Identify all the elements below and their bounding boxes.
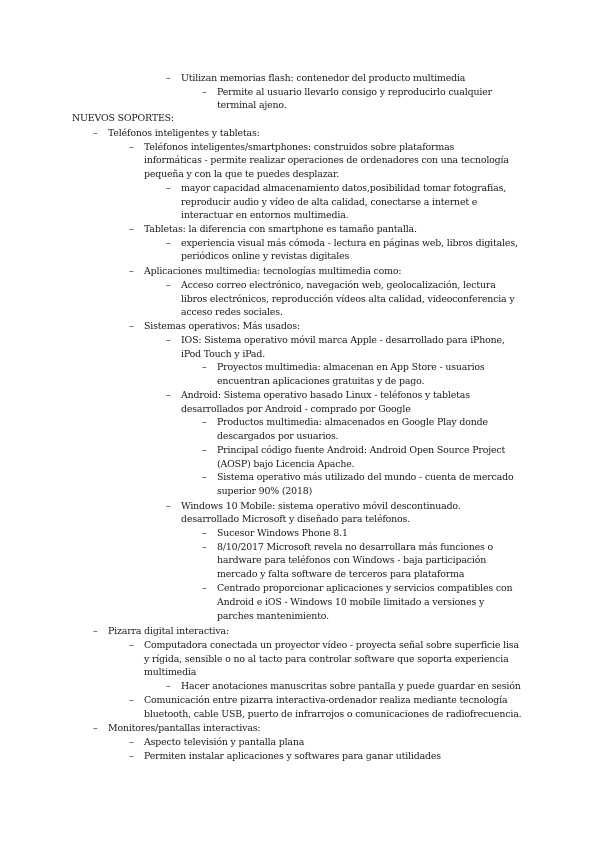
list-item-text: Proyectos multimedia: almacenan en App Store - usuarios bbox=[217, 362, 485, 373]
list-item-text: Aplicaciones multimedia: tecnologías multimedia como: bbox=[144, 266, 402, 277]
list-bullet-dash: – bbox=[166, 390, 171, 401]
list-item-text: Computadora conectada un proyector vídeo - proyecta señal sobre superficie lisa bbox=[144, 640, 519, 651]
list-bullet-dash: – bbox=[202, 445, 207, 456]
list-item-text: Teléfonos inteligentes/smartphones: construidos sobre plataformas bbox=[144, 142, 455, 153]
list-item-text: iPod Touch y iPad. bbox=[181, 349, 266, 360]
list-item-text: Sistema operativo más utilizado del mundo - cuenta de mercado bbox=[217, 472, 514, 483]
list-item-text: Android e iOS - Windows 10 mobile limitado a versiones y bbox=[217, 597, 485, 608]
list-item-text: Monitores/pantallas interactivas: bbox=[108, 723, 261, 734]
list-bullet-dash: – bbox=[202, 417, 207, 428]
list-bullet-dash: – bbox=[93, 128, 98, 139]
list-item-text: y rígida, sensible o no al tacto para controlar software que soporta experiencia bbox=[144, 654, 509, 665]
list-item-text: mercado y falta software de terceros para plataforma bbox=[217, 569, 465, 580]
list-item-text: bluetooth, cable USB, puerto de infrarrojos o comunicaciones de radiofrecuencia. bbox=[144, 709, 522, 720]
list-bullet-dash: – bbox=[93, 626, 98, 637]
list-item-text: Comunicación entre pizarra interactiva-ordenador realiza mediante tecnología bbox=[144, 695, 508, 706]
list-item-text: 8/10/2017 Microsoft revela no desarrollara más funciones o bbox=[217, 542, 494, 553]
list-item-text: desarrollados por Android - comprado por Google bbox=[181, 404, 411, 415]
list-item-text: acceso redes sociales. bbox=[181, 307, 283, 318]
list-item-text: Sistemas operativos: Más usados: bbox=[144, 321, 300, 332]
list-bullet-dash: – bbox=[129, 640, 134, 651]
list-bullet-dash: – bbox=[129, 266, 134, 277]
list-bullet-dash: – bbox=[202, 362, 207, 373]
list-item-text: parches mantenimiento. bbox=[217, 611, 329, 622]
list-bullet-dash: – bbox=[202, 528, 207, 539]
list-item-text: descargados por usuarios. bbox=[217, 431, 339, 442]
list-item-text: superior 90% (2018) bbox=[217, 486, 313, 497]
list-item-text: Teléfonos inteligentes y tabletas: bbox=[108, 128, 260, 139]
list-bullet-dash: – bbox=[166, 501, 171, 512]
list-item-text: libros electrónicos, reproducción vídeos alta calidad, videoconferencia y bbox=[181, 294, 515, 305]
list-item-text: Utilizan memorias flash: contenedor del producto multimedia bbox=[181, 73, 466, 84]
list-bullet-dash: – bbox=[93, 723, 98, 734]
list-item-text: terminal ajeno. bbox=[217, 100, 287, 111]
list-bullet-dash: – bbox=[202, 472, 207, 483]
list-item-text: Windows 10 Mobile: sistema operativo móvil descontinuado. bbox=[181, 501, 461, 512]
list-bullet-dash: – bbox=[202, 583, 207, 594]
list-bullet-dash: – bbox=[166, 238, 171, 249]
list-item-text: periódicos online y revistas digitales bbox=[181, 251, 350, 262]
list-item-text: pequeña y con la que te puedes desplazar. bbox=[144, 169, 340, 180]
list-bullet-dash: – bbox=[202, 542, 207, 553]
list-item-text: Tabletas: la diferencia con smartphone es tamaño pantalla. bbox=[144, 224, 417, 235]
list-item-text: reproducir audio y vídeo de alta calidad, conectarse a internet e bbox=[181, 197, 478, 208]
list-bullet-dash: – bbox=[129, 695, 134, 706]
list-item-text: Centrado proporcionar aplicaciones y servicios compatibles con bbox=[217, 583, 513, 594]
list-item-text: experiencia visual más cómoda - lectura en páginas web, libros digitales, bbox=[181, 238, 518, 249]
list-item-text: Hacer anotaciones manuscritas sobre pantalla y puede guardar en sesión bbox=[181, 681, 521, 692]
list-item-text: Productos multimedia: almacenados en Google Play donde bbox=[217, 417, 488, 428]
list-item-text: hardware para teléfonos con Windows - baja participación bbox=[217, 555, 487, 566]
list-bullet-dash: – bbox=[129, 751, 134, 762]
list-item-text: encuentran aplicaciones gratuitas y de pago. bbox=[217, 376, 425, 387]
list-item-text: mayor capacidad almacenamiento datos,posibilidad tomar fotografías, bbox=[181, 183, 507, 194]
list-item-text: Android: Sistema operativo basado Linux - teléfonos y tabletas bbox=[181, 390, 470, 401]
list-item-text: Acceso correo electrónico, navegación web, geolocalización, lectura bbox=[181, 280, 496, 291]
list-bullet-dash: – bbox=[166, 73, 171, 84]
list-item-text: Permiten instalar aplicaciones y softwares para ganar utilidades bbox=[144, 751, 441, 762]
list-bullet-dash: – bbox=[202, 87, 207, 98]
list-item-text: Principal código fuente Android: Android Open Source Project bbox=[217, 445, 506, 456]
list-item-text: interactuar en entornos multimedia. bbox=[181, 210, 349, 221]
list-bullet-dash: – bbox=[166, 335, 171, 346]
list-bullet-dash: – bbox=[166, 183, 171, 194]
list-bullet-dash: – bbox=[166, 681, 171, 692]
list-item-text: IOS: Sistema operativo móvil marca Apple - desarrollado para iPhone, bbox=[181, 335, 505, 346]
list-bullet-dash: – bbox=[129, 321, 134, 332]
list-item-text: desarrollado Microsoft y diseñado para teléfonos. bbox=[181, 514, 411, 525]
section-heading: NUEVOS SOPORTES: bbox=[72, 113, 174, 124]
list-item-text: multimedia bbox=[144, 667, 197, 678]
list-item-text: Pizarra digital interactiva: bbox=[108, 626, 229, 637]
list-item-text: informáticas - permite realizar operaciones de ordenadores con una tecnología bbox=[144, 155, 509, 166]
list-bullet-dash: – bbox=[129, 224, 134, 235]
list-item-text: Permite al usuario llevarlo consigo y reproducirlo cualquier bbox=[217, 87, 492, 98]
list-item-text: Aspecto televisión y pantalla plana bbox=[144, 737, 305, 748]
list-bullet-dash: – bbox=[166, 280, 171, 291]
list-bullet-dash: – bbox=[129, 737, 134, 748]
list-item-text: Sucesor Windows Phone 8.1 bbox=[217, 528, 348, 539]
list-item-text: (AOSP) bajo Licencia Apache. bbox=[217, 459, 355, 470]
list-bullet-dash: – bbox=[129, 142, 134, 153]
